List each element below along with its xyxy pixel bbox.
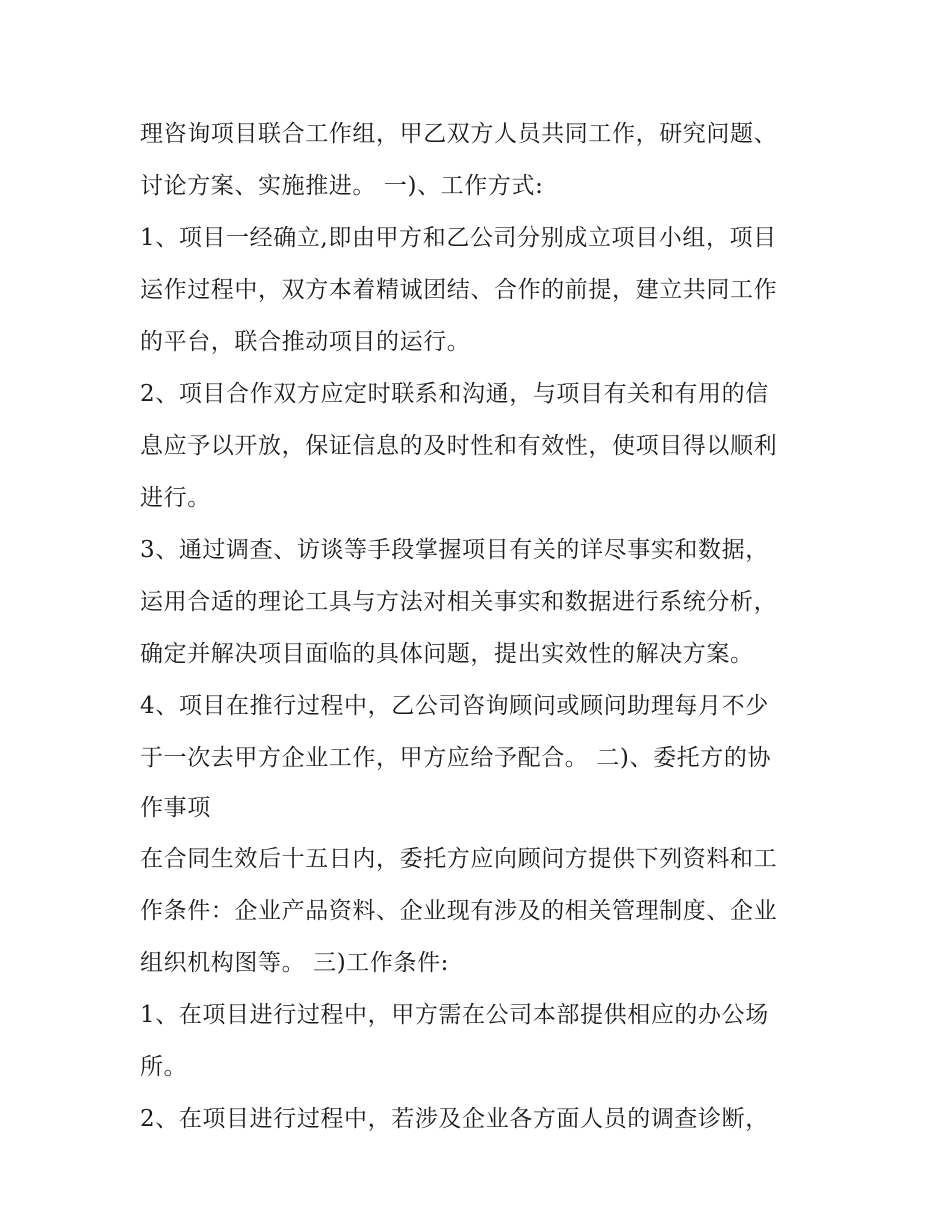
text-line: 作事项 [140,795,211,821]
document-body [140,108,830,1145]
text-line: 于一次去甲方企业工作，甲方应给予配合。 二)、委托方的协 [140,745,772,771]
text-line: 作条件：企业产品资料、企业现有涉及的相关管理制度、企业 [140,898,778,924]
text-line: 运作过程中，双方本着精诚团结、合作的前提，建立共同工作 [140,277,778,303]
text-line: 4、项目在推行过程中，乙公司咨询顾问或顾问助理每月不少 [140,693,769,719]
text-line: 1、项目一经确立,即由甲方和乙公司分别成立项目小组，项目 [140,225,777,251]
text-line: 3、通过调查、访谈等手段掌握项目有关的详尽事实和数据， [140,537,769,563]
text-line: 理咨询项目联合工作组，甲乙双方人员共同工作，研究问题、 [140,121,778,147]
text-line: 1、在项目进行过程中，甲方需在公司本部提供相应的办公场 [140,1002,769,1028]
text-line: 的平台，联合推动项目的运行。 [140,329,471,355]
text-line: 息应予以开放，保证信息的及时性和有效性，使项目得以顺利 [140,433,778,459]
text-line: 所。 [140,1054,188,1080]
text-line: 进行。 [140,485,211,511]
text-line: 2、项目合作双方应定时联系和沟通，与项目有关和有用的信 [140,381,769,407]
text-line: 组织机构图等。 三)工作条件: [140,950,450,976]
text-line: 运用合适的理论工具与方法对相关事实和数据进行系统分析， [140,589,778,615]
text-line: 讨论方案、实施推进。 一)、工作方式: [140,173,544,199]
text-line: 确定并解决项目面临的具体问题，提出实效性的解决方案。 [140,641,754,667]
text-line: 在合同生效后十五日内，委托方应向顾问方提供下列资料和工 [140,846,778,872]
text-line: 2、在项目进行过程中，若涉及企业各方面人员的调查诊断， [140,1106,769,1132]
